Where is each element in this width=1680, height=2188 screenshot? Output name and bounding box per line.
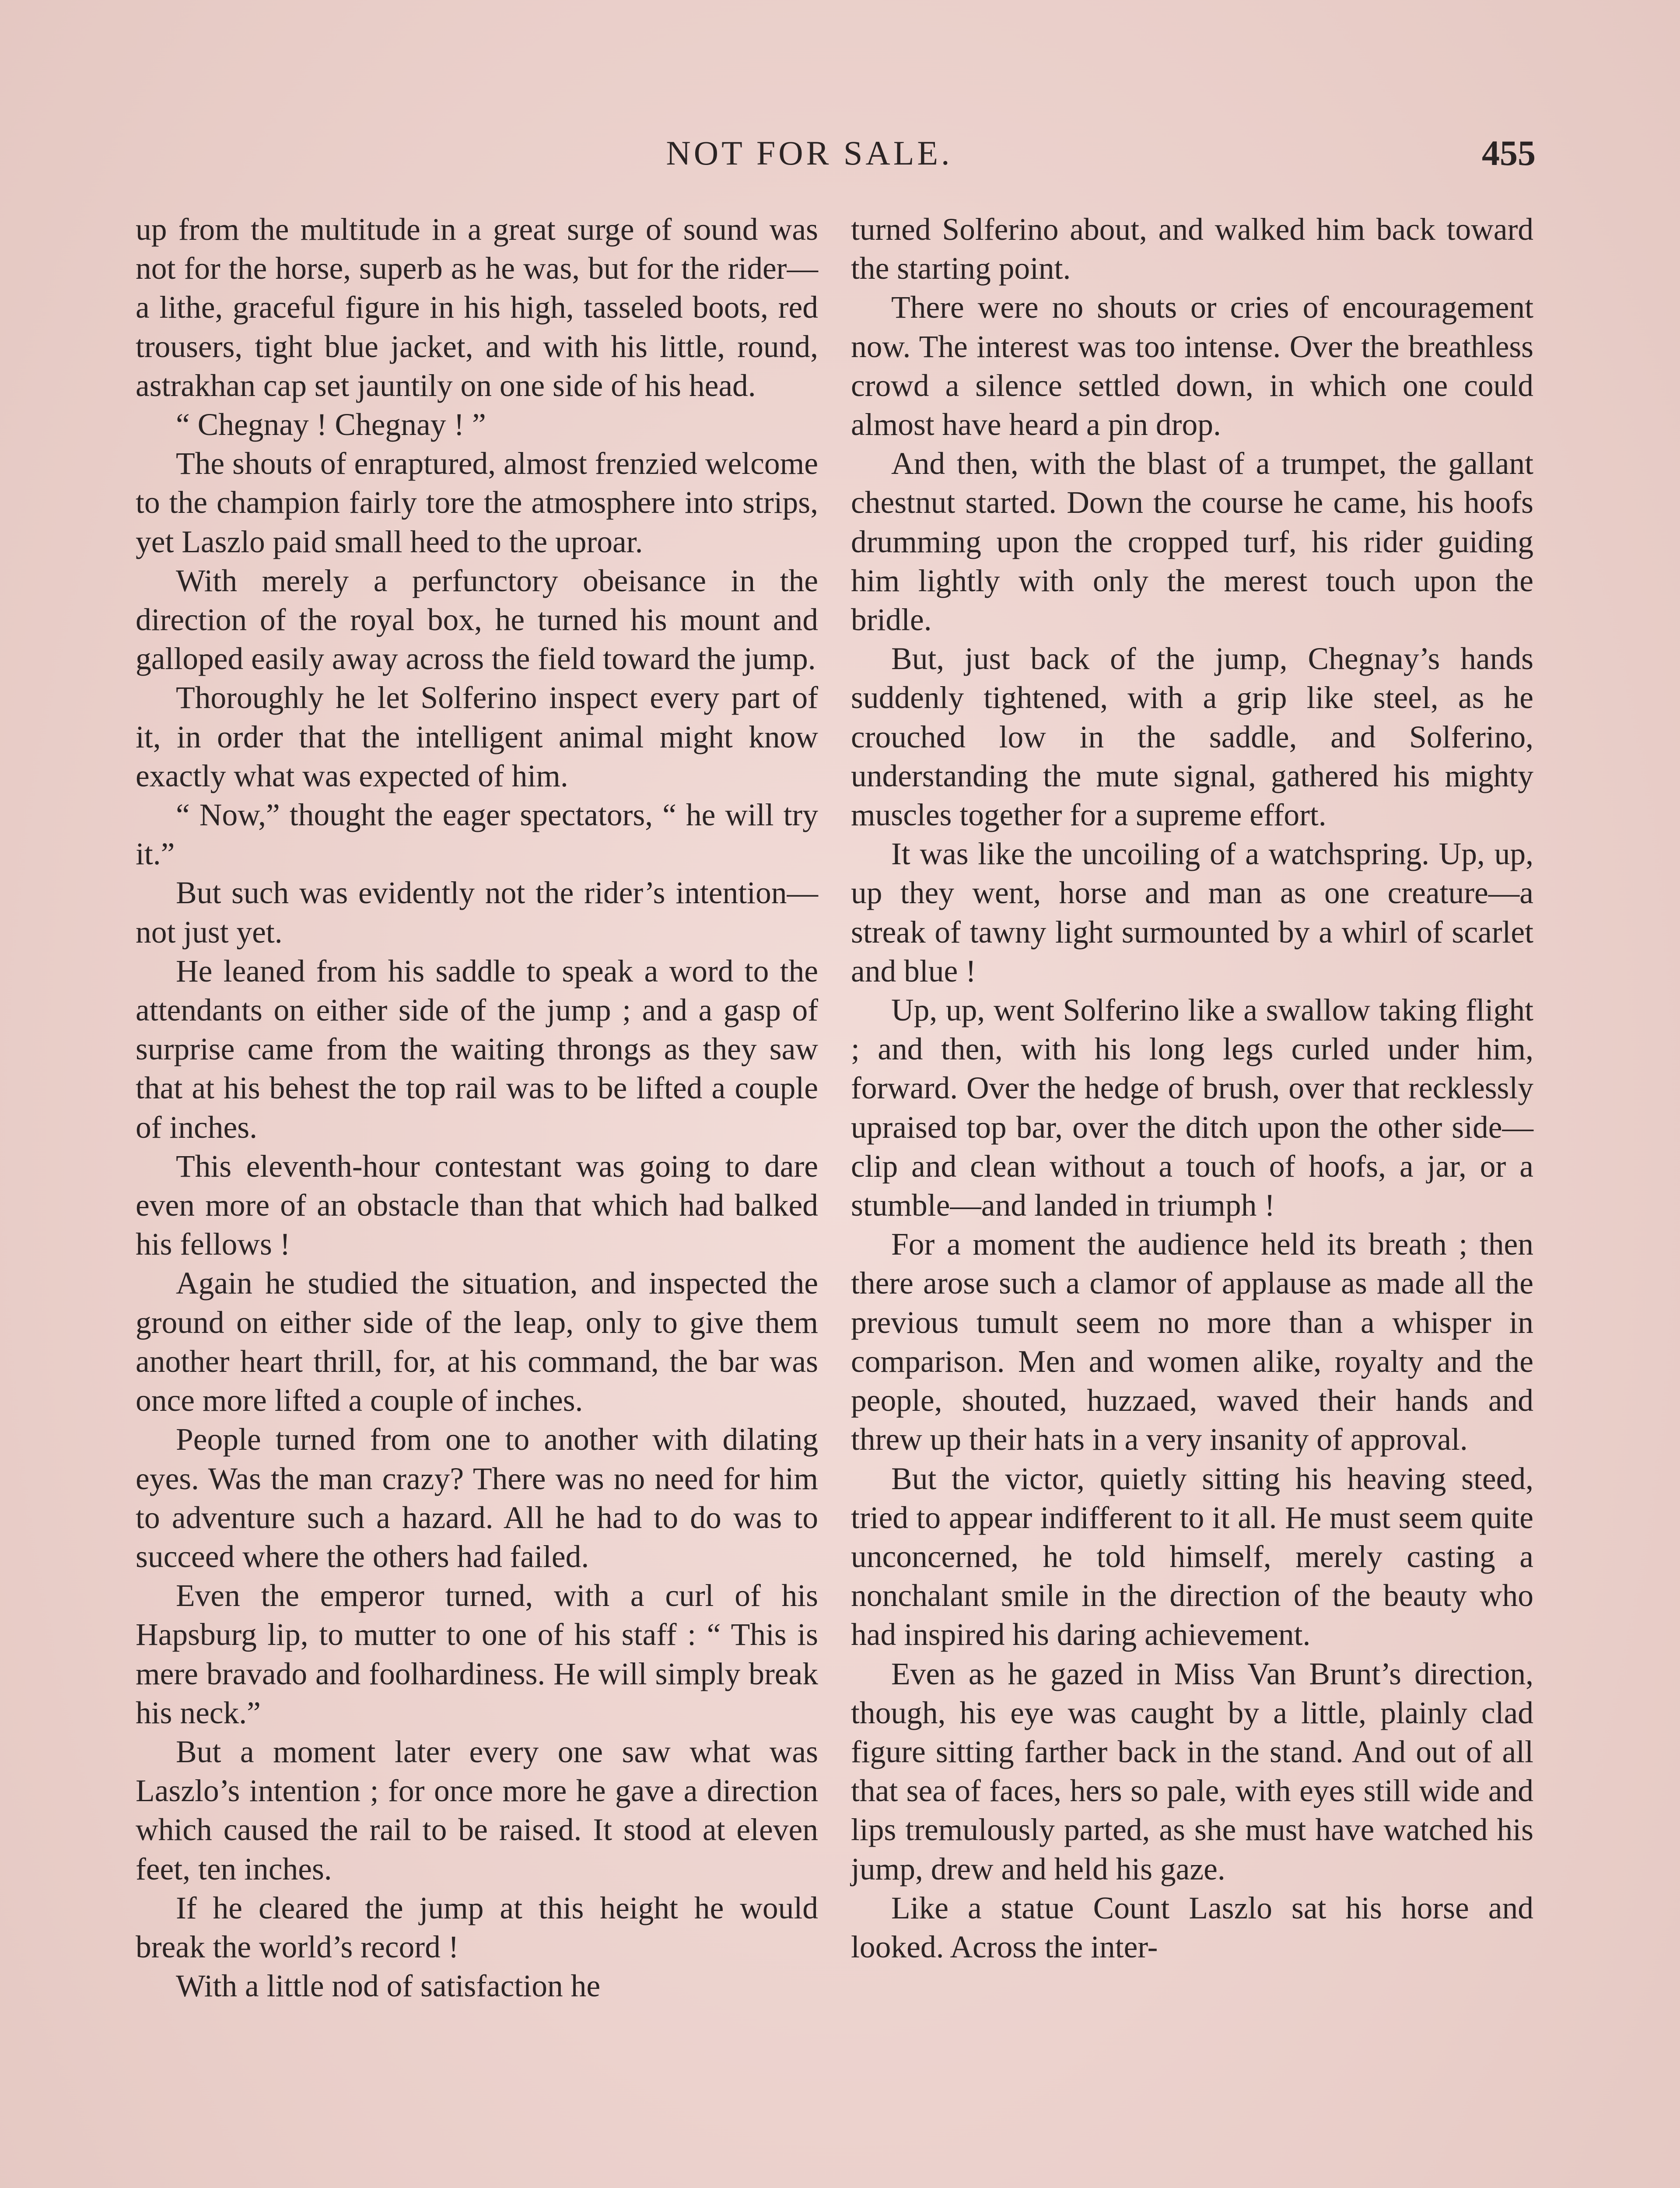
paragraph: “ Chegnay ! Chegnay ! ”: [176, 407, 486, 442]
paragraph: But, just back of the jump, Chegnay’s hands suddenly tightened, with a grip like steel, as he crouched low in the saddle, and Solferino, understanding the mute signal, gathered his mighty muscles together for a supreme effort.: [851, 642, 1533, 833]
paragraph: And then, with the blast of a trumpet, the gallant chestnut started. Down the course he came, his hoofs drumming upon the cropped turf, his rider guiding him lightly with only the merest touch upon the bridle.: [851, 446, 1533, 638]
paragraph: There were no shouts or cries of encouragement now. The interest was too intense. Over the breathless crowd a silence settled down, in which one could almost have heard a pin drop.: [851, 290, 1533, 442]
left-column: [136, 210, 818, 2006]
right-column: [851, 210, 1533, 1967]
paragraph: But the victor, quietly sitting his heaving steed, tried to appear indifferent to it all. He must seem quite unconcerned, he told himself, merely casting a nonchalant smile in the direction of the beauty who had inspired his daring achievement.: [851, 1461, 1533, 1652]
paragraph: up from the multitude in a great surge of sound was not for the horse, superb as he was, but for the rider—a lithe, graceful figure in his high, tasseled boots, red trousers, tight blue jacket, and with his little, round, astrakhan cap set jauntily on one side of his head.: [136, 212, 818, 403]
paragraph: People turned from one to another with dilating eyes. Was the man crazy? There was no need for him to adventure such a hazard. All he had to do was to succeed where the others had failed.: [136, 1422, 818, 1574]
paragraph: It was like the uncoiling of a watchspring. Up, up, up they went, horse and man as one creature—a streak of tawny light surmounted by a whirl of scarlet and blue !: [851, 837, 1533, 989]
paragraph: Thoroughly he let Solferino inspect every part of it, in order that the intelligent animal might know exactly what was expected of him.: [136, 680, 818, 793]
paragraph: The shouts of enraptured, almost frenzied welcome to the champion fairly tore the atmosphere into strips, yet Laszlo paid small heed to the uproar.: [136, 446, 818, 559]
paragraph: turned Solferino about, and walked him back toward the starting point.: [851, 212, 1533, 286]
paragraph: Again he studied the situation, and inspected the ground on either side of the leap, only to give them another heart thrill, for, at his command, the bar was once more lifted a couple of inches.: [136, 1266, 818, 1418]
paragraph: For a moment the audience held its breath ; then there arose such a clamor of applause as made all the previous tumult seem no more than a whisper in comparison. Men and women alike, royalty and the people, shouted, huzzaed, waved their hands and threw up their hats in a very insanity of approval.: [851, 1227, 1533, 1457]
running-title: NOT FOR SALE.: [666, 134, 953, 172]
paragraph: Up, up, went Solferino like a swallow taking flight ; and then, with his long legs curled under him, forward. Over the hedge of brush, over that recklessly upraised top bar, over the ditch upon the other side—clip and clean without a touch of hoofs, a jar, or a stumble—and landed in triumph !: [851, 993, 1533, 1223]
paragraph: But such was evidently not the rider’s intention—not just yet.: [136, 876, 818, 950]
paragraph: Like a statue Count Laszlo sat his horse and looked. Across the inter-: [851, 1890, 1533, 1964]
paragraph: With merely a perfunctory obeisance in the direction of the royal box, he turned his mount and galloped easily away across the field toward the jump.: [136, 563, 818, 677]
paragraph: Even as he gazed in Miss Van Brunt’s direction, though, his eye was caught by a little, plainly clad figure sitting farther back in the stand. And out of all that sea of faces, hers so pale, with eyes still wide and lips tremulously parted, as she must have watched his jump, drew and held his gaze.: [851, 1656, 1533, 1886]
page-header: [0, 127, 1680, 179]
paragraph: If he cleared the jump at this height he would break the world’s record !: [136, 1890, 818, 1964]
paragraph: He leaned from his saddle to speak a word to the attendants on either side of the jump ; and a gasp of surprise came from the waiting throngs as they saw that at his behest the top rail was to be lifted a couple of inches.: [136, 954, 818, 1145]
paragraph: With a little nod of satisfaction he: [176, 1969, 601, 2004]
paragraph: This eleventh-hour contestant was going to dare even more of an obstacle than that which had balked his fellows !: [136, 1149, 818, 1262]
paragraph: “ Now,” thought the eager spectators, “ he will try it.”: [136, 798, 818, 872]
page-number: 455: [1482, 133, 1536, 173]
paragraph: But a moment later every one saw what was Laszlo’s intention ; for once more he gave a direction which caused the rail to be raised. It stood at eleven feet, ten inches.: [136, 1734, 818, 1886]
paragraph: Even the emperor turned, with a curl of his Hapsburg lip, to mutter to one of his staff : “ This is mere bravado and foolhardiness. He will simply break his neck.”: [136, 1578, 818, 1730]
